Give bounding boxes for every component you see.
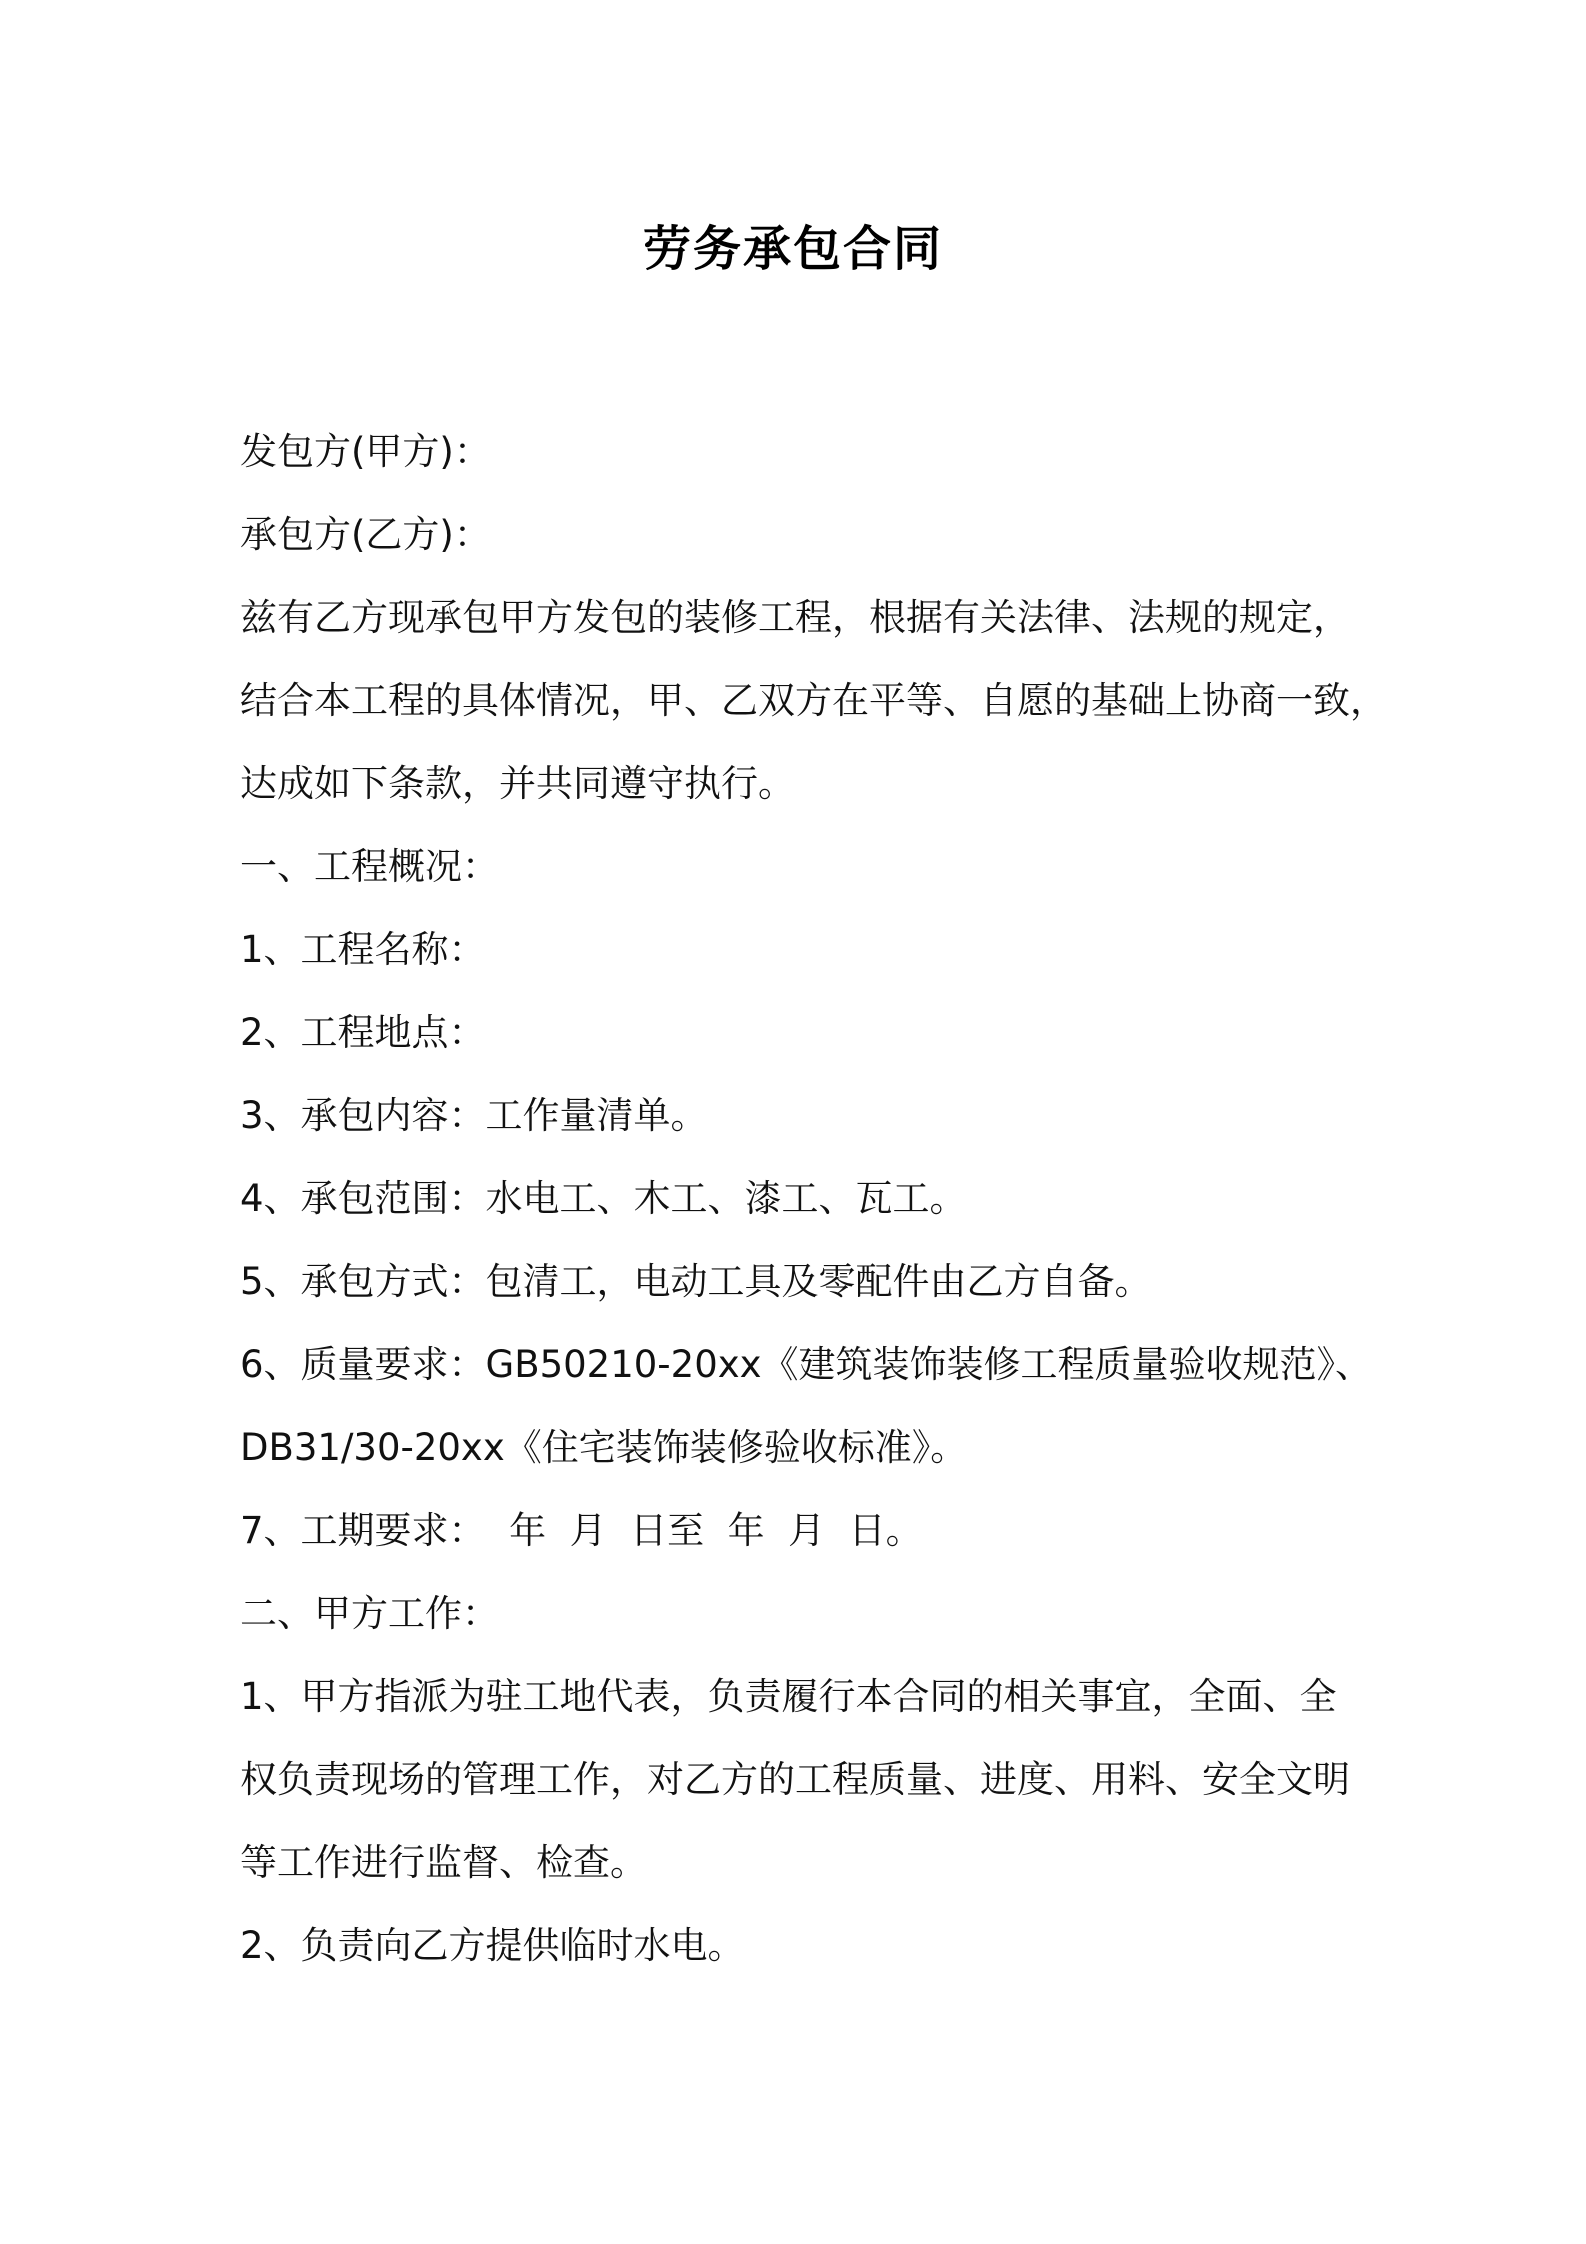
clause-quality-requirement-line-2: DB31/30-20xx《住宅装饰装修验收标准》。 — [240, 1426, 968, 1469]
preamble-line-3: 达成如下条款，并共同遵守执行。 — [240, 762, 795, 805]
party-a-line: 发包方(甲方)： — [240, 430, 491, 473]
duty-1-line-2: 权负责现场的管理工作，对乙方的工程质量、进度、用料、安全文明 — [240, 1758, 1350, 1801]
preamble-line-2: 结合本工程的具体情况，甲、乙双方在平等、自愿的基础上协商一致， — [240, 679, 1387, 722]
clause-contract-content: 3、承包内容：工作量清单。 — [240, 1094, 708, 1137]
document-body — [240, 410, 1387, 1987]
section-heading-party-a-duties: 二、甲方工作： — [240, 1592, 499, 1635]
clause-contract-scope: 4、承包范围：水电工、木工、漆工、瓦工。 — [240, 1177, 967, 1220]
clause-project-location: 2、工程地点： — [240, 1011, 486, 1054]
preamble-line-1: 兹有乙方现承包甲方发包的装修工程，根据有关法律、法规的规定， — [240, 596, 1350, 639]
document-title: 劳务承包合同 — [642, 221, 943, 277]
duty-2-line: 2、负责向乙方提供临时水电。 — [240, 1924, 745, 1967]
clause-quality-requirement-line-1: 6、质量要求：GB50210-20xx《建筑装饰装修工程质量验收规范》、 — [240, 1343, 1373, 1386]
clause-project-name: 1、工程名称： — [240, 928, 486, 971]
duty-1-line-1: 1、甲方指派为驻工地代表，负责履行本合同的相关事宜，全面、全 — [240, 1675, 1337, 1718]
clause-contract-method: 5、承包方式：包清工，电动工具及零配件由乙方自备。 — [240, 1260, 1152, 1303]
clause-schedule-requirement: 7、工期要求： 年 月 日至 年 月 日。 — [240, 1509, 923, 1552]
duty-1-line-3: 等工作进行监督、检查。 — [240, 1841, 647, 1884]
section-heading-project-overview: 一、工程概况： — [240, 845, 499, 888]
party-b-line: 承包方(乙方)： — [240, 513, 491, 556]
